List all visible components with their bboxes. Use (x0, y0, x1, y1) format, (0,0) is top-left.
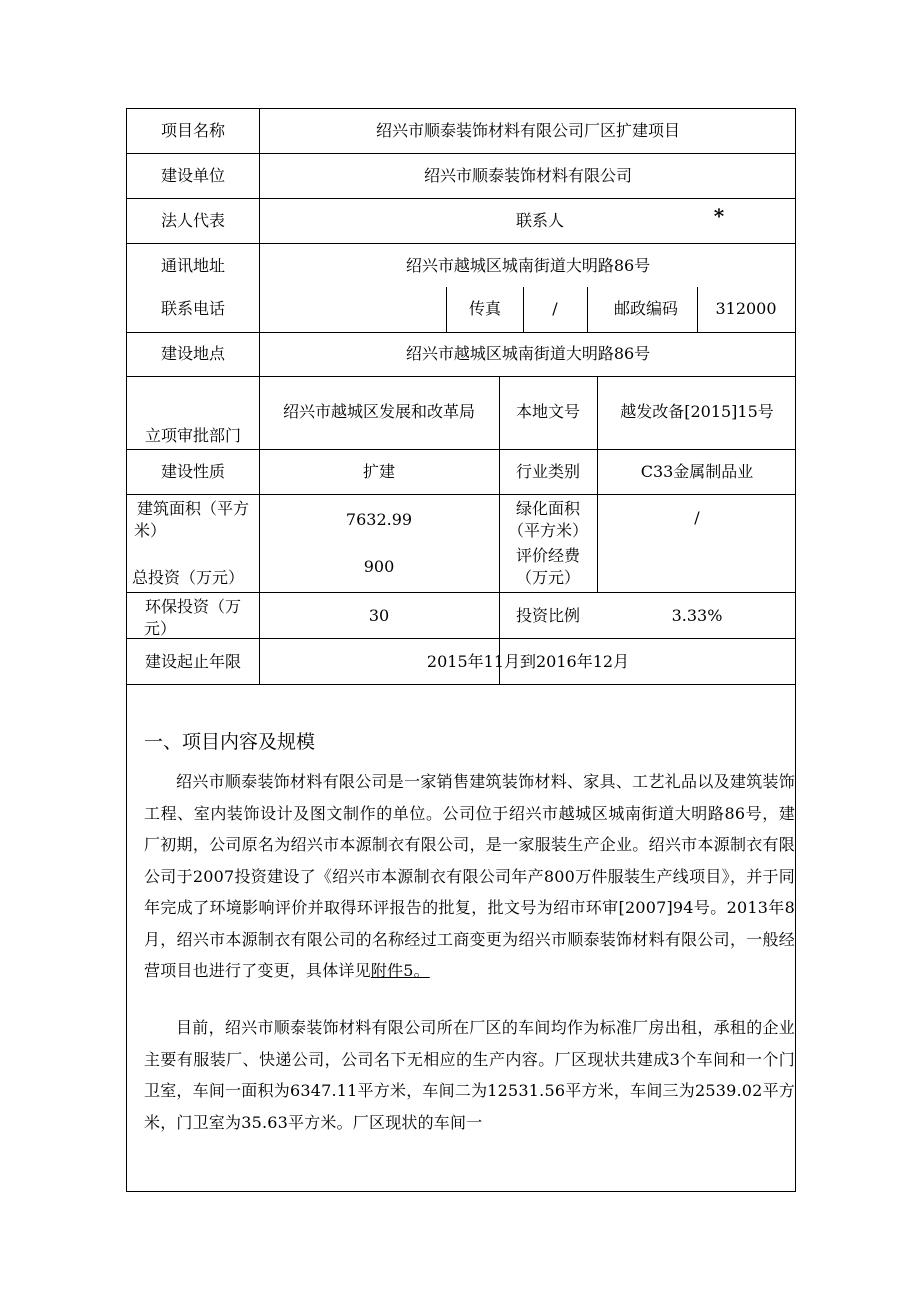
industry-label: 行业类别 (515, 462, 581, 481)
row-divider (126, 243, 796, 244)
row-divider (126, 494, 796, 495)
ratio-value: 3.33% (671, 606, 723, 625)
contact-label: 联系人 (515, 211, 565, 230)
approval-dept-value: 绍兴市越城区发展和改革局 (282, 402, 476, 421)
col-divider (259, 108, 260, 684)
address-label: 通讯地址 (160, 256, 226, 275)
row-divider (126, 638, 796, 639)
period-value: 2015年11月到2016年12月 (426, 652, 630, 671)
period-label: 建设起止年限 (144, 652, 242, 671)
contact-value: * (713, 204, 725, 228)
env-inv-label-line1: 环保投资（万 (144, 597, 242, 616)
paragraph-1-text: 绍兴市顺泰装饰材料有限公司是一家销售建筑装饰材料、家具、工艺礼品以及建筑装饰工程、室内装饰设计及图文制作的单位。公司位于绍兴市越城区城南街道大明路86号，建厂初期，公司原名为绍兴市本源制衣有限公司，是一家服装生产企业。绍兴市本源制衣有限公司于2007投资建设了《绍兴市本源制衣有限公司年产800万件服装生产线项目》，并于同年完成了环境影响评价并取得环评报告的批复，批文号为绍市环审[2007]94号。2013年8月，绍兴市本源制衣有限公司的名称经过工商变更为绍兴市顺泰装饰材料有限公司，一般经营项目也进行了变更，具体详见 (144, 772, 795, 980)
col-divider (597, 376, 598, 592)
nature-label: 建设性质 (160, 462, 226, 481)
green-label-line2: （平方米） (507, 521, 589, 540)
green-value: / (694, 508, 700, 527)
col-divider (587, 287, 588, 332)
site-label: 建设地点 (160, 344, 226, 363)
builder-value: 绍兴市顺泰装饰材料有限公司 (423, 166, 633, 185)
area-label-line2: 米） (133, 521, 167, 540)
address-value: 绍兴市越城区城南街道大明路86号 (405, 256, 651, 275)
area-value: 7632.99 (345, 510, 413, 529)
fax-label: 传真 (468, 299, 502, 318)
total-inv-label: 总投资（万元） (131, 568, 245, 587)
doc-no-value: 越发改备[2015]15号 (620, 402, 774, 421)
row-divider (126, 198, 796, 199)
section-heading: 一、项目内容及规模 (144, 731, 316, 753)
col-divider (697, 287, 698, 332)
postcode-value: 312000 (715, 299, 777, 318)
project-name-label: 项目名称 (160, 121, 226, 140)
green-label-line1: 绿化面积 (515, 499, 581, 518)
appendix-link[interactable]: 附件5。 (370, 961, 430, 980)
col-divider (523, 287, 524, 332)
site-value: 绍兴市越城区城南街道大明路86号 (405, 344, 651, 363)
total-inv-value: 900 (363, 557, 395, 576)
postcode-label: 邮政编码 (613, 299, 679, 318)
approval-dept-label: 立项审批部门 (144, 426, 242, 445)
legal-rep-label: 法人代表 (160, 211, 226, 230)
eval-fee-label-line2: （万元） (515, 568, 581, 587)
fax-value: / (552, 299, 558, 318)
col-divider (499, 376, 500, 684)
eval-fee-label-line1: 评价经费 (515, 546, 581, 565)
row-divider (126, 684, 796, 685)
env-inv-label-line2: 元） (143, 619, 177, 638)
row-divider (126, 449, 796, 450)
env-inv-value: 30 (368, 606, 390, 625)
ratio-label: 投资比例 (515, 606, 581, 625)
area-label-line1: 建筑面积（平方 (136, 499, 250, 518)
row-divider (126, 376, 796, 377)
industry-value: C33金属制品业 (640, 462, 754, 481)
col-divider (446, 287, 447, 332)
builder-label: 建设单位 (160, 166, 226, 185)
row-divider (126, 153, 796, 154)
row-divider (126, 592, 796, 593)
nature-value: 扩建 (362, 462, 396, 481)
paragraph-1 (144, 766, 795, 987)
project-name-value: 绍兴市顺泰装饰材料有限公司厂区扩建项目 (375, 121, 681, 140)
paragraph-2: 目前，绍兴市顺泰装饰材料有限公司所在厂区的车间均作为标准厂房出租，承租的企业主要有服装厂、快递公司，公司名下无相应的生产内容。厂区现状共建成3个车间和一个门卫室，车间一面积为6347.11平方米，车间二为12531.56平方米，车间三为2539.02平方米，门卫室为35.63平方米。厂区现状的车间一 (144, 1018, 795, 1132)
row-divider (126, 332, 796, 333)
phone-label: 联系电话 (160, 299, 226, 318)
doc-no-label: 本地文号 (515, 402, 581, 421)
